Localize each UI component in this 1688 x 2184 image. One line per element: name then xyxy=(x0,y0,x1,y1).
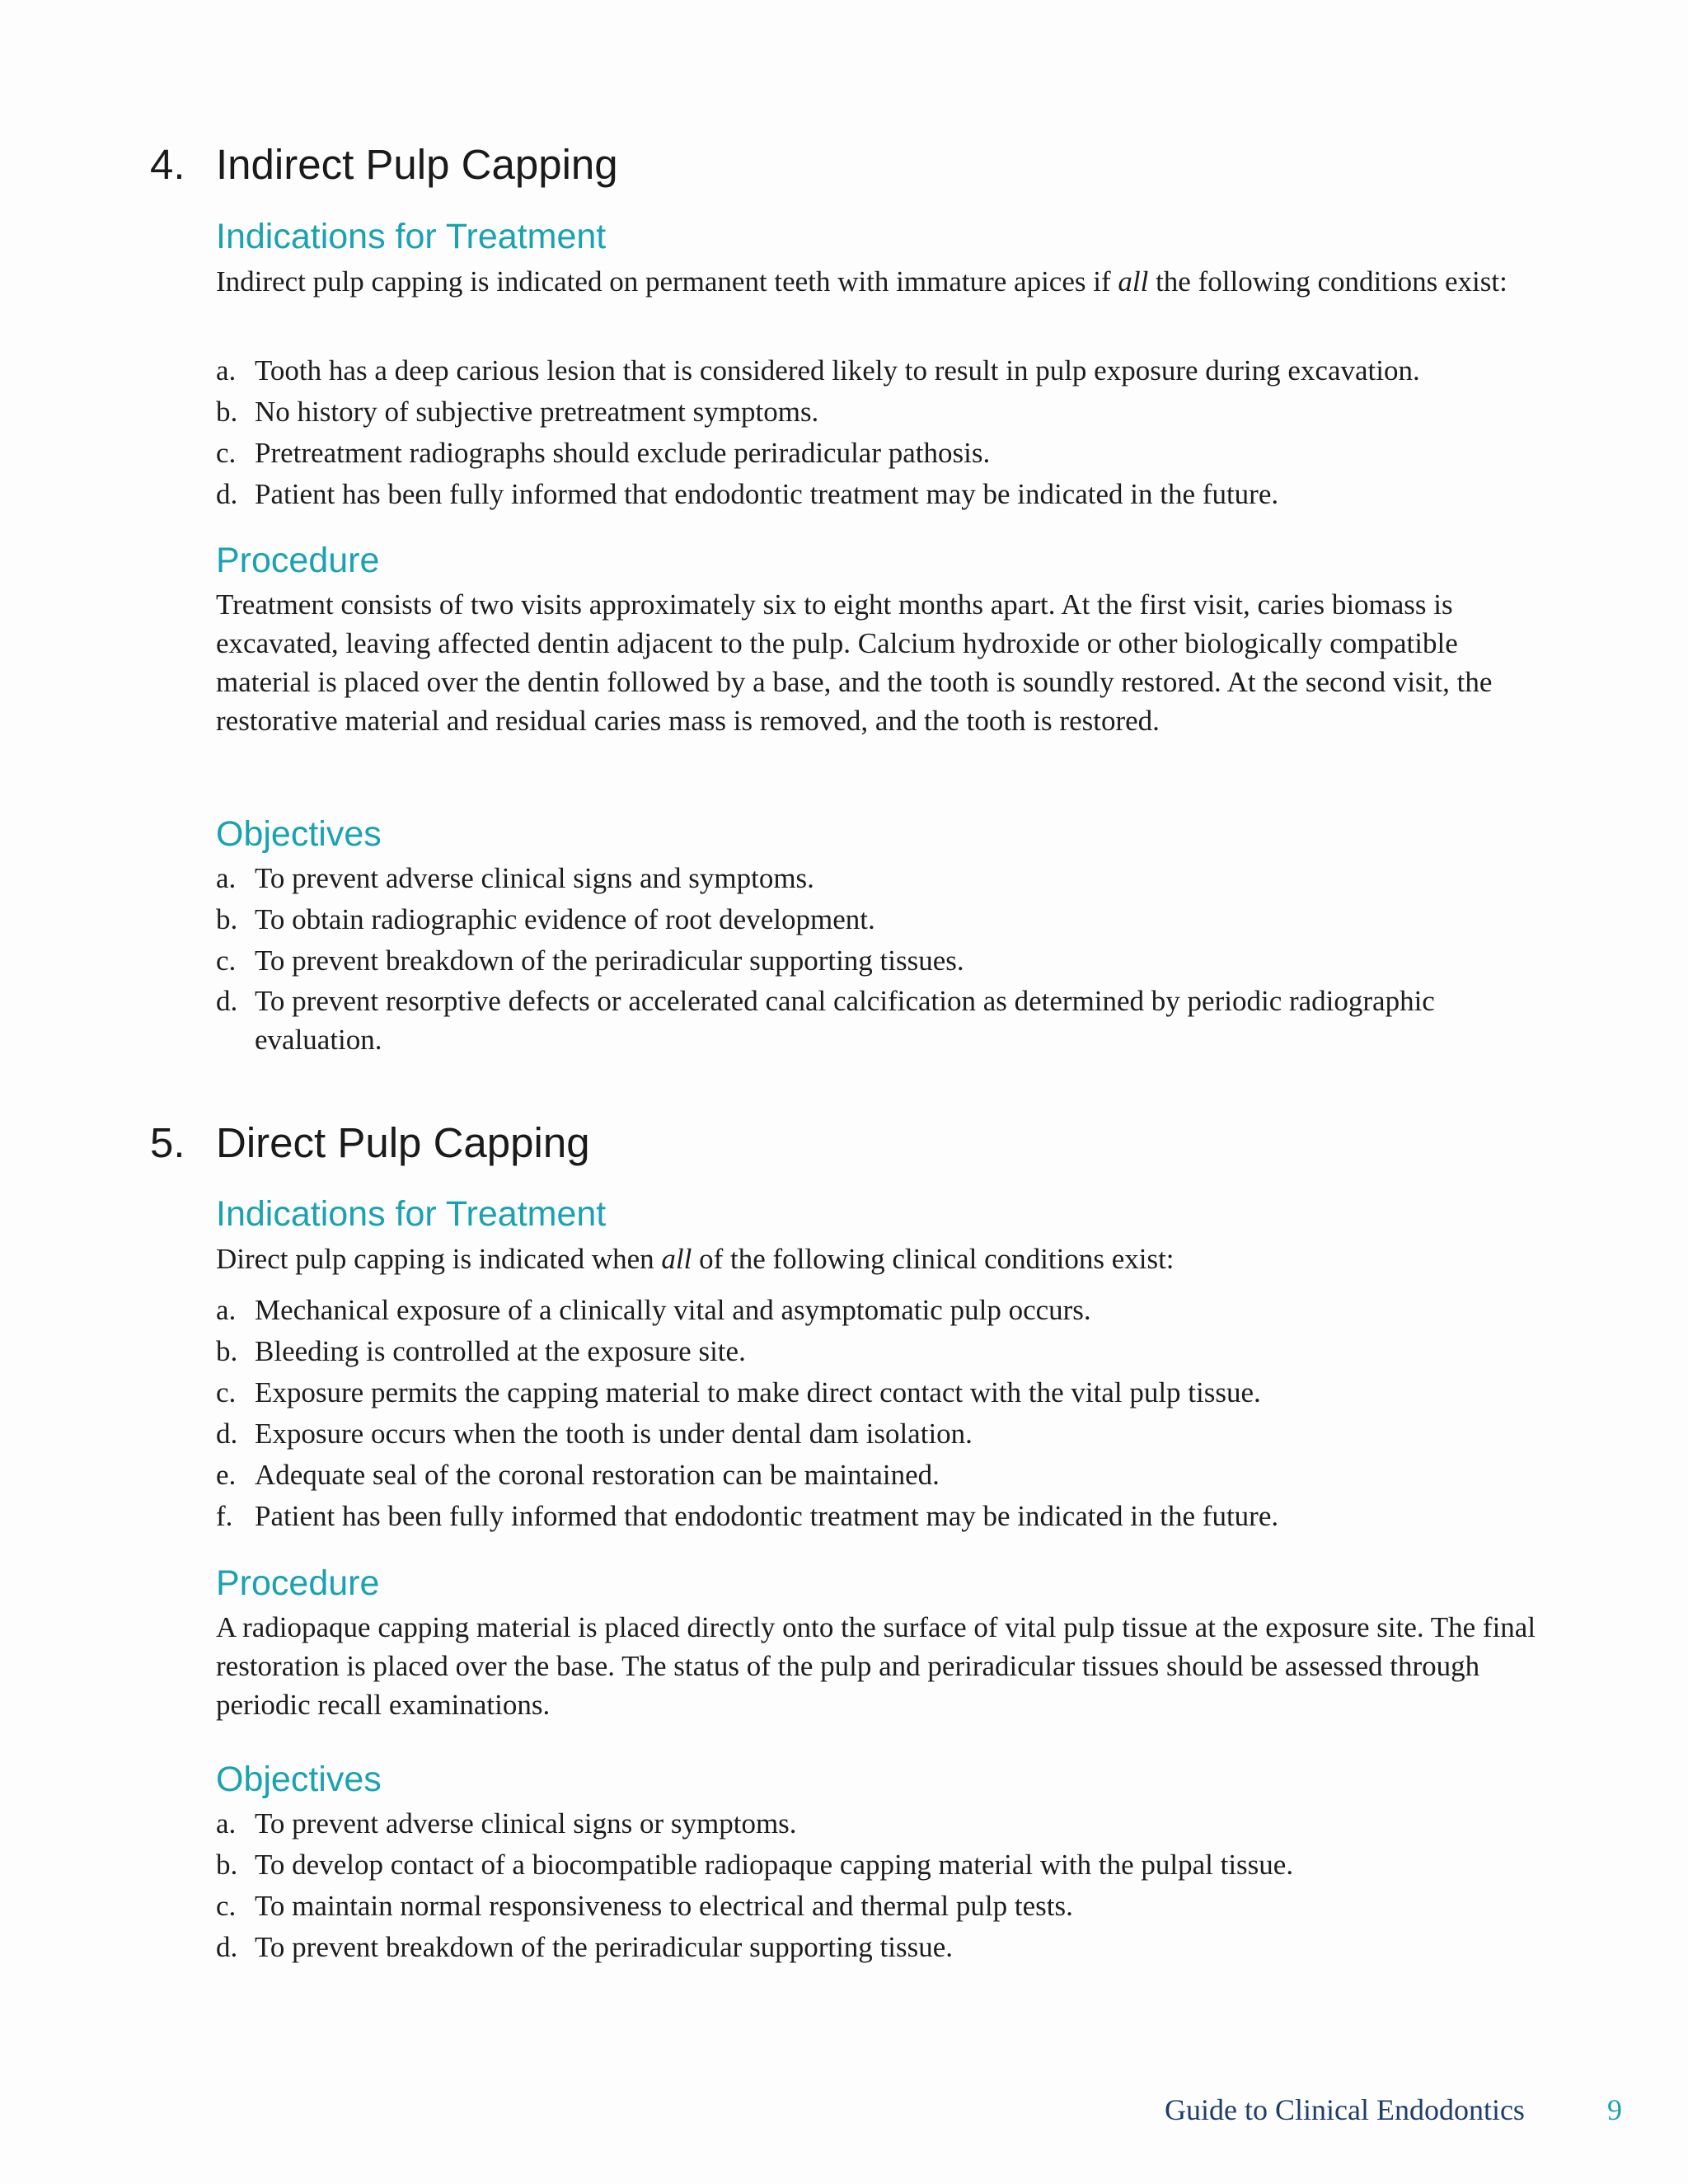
objectives-heading: Objectives xyxy=(216,1760,382,1799)
list-item: a. To prevent adverse clinical signs or symptoms. xyxy=(216,1807,797,1840)
list-item: a. To prevent adverse clinical signs and symptoms. xyxy=(216,862,814,894)
list-item: b. To obtain radiographic evidence of root development. xyxy=(216,903,875,935)
list-item: e. Adequate seal of the coronal restoration can be maintained. xyxy=(216,1459,940,1491)
indications-list xyxy=(216,1290,1559,1537)
objectives-list xyxy=(216,1803,1559,1968)
list-item: c. To maintain normal responsiveness to electrical and thermal pulp tests. xyxy=(216,1890,1073,1922)
section-number: 4. xyxy=(150,141,185,188)
list-item: d. To prevent resorptive defects or accelerated canal calcification as determined by periodic radiographic evaluation. xyxy=(216,985,1435,1056)
list-item: c. Exposure permits the capping material to make direct contact with the vital pulp tissue. xyxy=(216,1376,1261,1408)
indications-intro: Indirect pulp capping is indicated on permanent teeth with immature apices if all the following conditions exist: xyxy=(216,265,1507,298)
list-item: c. Pretreatment radiographs should exclude periradicular pathosis. xyxy=(216,437,991,469)
list-item: d. Exposure occurs when the tooth is under dental dam isolation. xyxy=(216,1418,973,1450)
objectives-list xyxy=(216,858,1559,1059)
list-item: b. Bleeding is controlled at the exposure site. xyxy=(216,1335,746,1367)
indications-heading: Indications for Treatment xyxy=(216,1194,607,1234)
section-title: Direct Pulp Capping xyxy=(216,1119,590,1166)
indications-list xyxy=(216,350,1559,515)
procedure-heading: Procedure xyxy=(216,1563,380,1603)
list-item: a. Mechanical exposure of a clinically vital and asymptomatic pulp occurs. xyxy=(216,1294,1091,1326)
section-title: Indirect Pulp Capping xyxy=(216,141,618,188)
procedure-text: A radiopaque capping material is placed directly onto the surface of vital pulp tissue at the exposure site. The final restoration is placed over the base. The status of the pulp and periradicular tissues should be assessed through periodic recall examinations. xyxy=(216,1611,1536,1721)
list-item: d. To prevent breakdown of the periradicular supporting tissue. xyxy=(216,1931,954,1963)
section-number: 5. xyxy=(150,1119,185,1166)
page-number: 9 xyxy=(1607,2093,1622,2126)
procedure-heading: Procedure xyxy=(216,541,380,580)
list-item: b. To develop contact of a biocompatible radiopaque capping material with the pulpal tissue. xyxy=(216,1849,1294,1881)
list-item: a. Tooth has a deep carious lesion that is considered likely to result in pulp exposure during excavation. xyxy=(216,354,1420,387)
objectives-heading: Objectives xyxy=(216,814,382,854)
list-item: b. No history of subjective pretreatment symptoms. xyxy=(216,396,819,428)
list-item: d. Patient has been fully informed that endodontic treatment may be indicated in the future. xyxy=(216,478,1279,510)
indications-heading: Indications for Treatment xyxy=(216,217,607,256)
footer-title: Guide to Clinical Endodontics xyxy=(1165,2093,1525,2126)
indications-intro: Direct pulp capping is indicated when all of the following clinical conditions exist: xyxy=(216,1243,1175,1275)
list-item: c. To prevent breakdown of the periradicular supporting tissues. xyxy=(216,944,964,977)
procedure-text: Treatment consists of two visits approximately six to eight months apart. At the first visit, caries biomass is excavated, leaving affected dentin adjacent to the pulp. Calcium hydroxide or other biologically compatible material is placed over the dentin followed by a base, and the tooth is soundly restored. At the second visit, the restorative material and residual caries mass is removed, and the tooth is restored. xyxy=(216,588,1493,737)
list-item: f. Patient has been fully informed that endodontic treatment may be indicated in the future. xyxy=(216,1500,1279,1532)
